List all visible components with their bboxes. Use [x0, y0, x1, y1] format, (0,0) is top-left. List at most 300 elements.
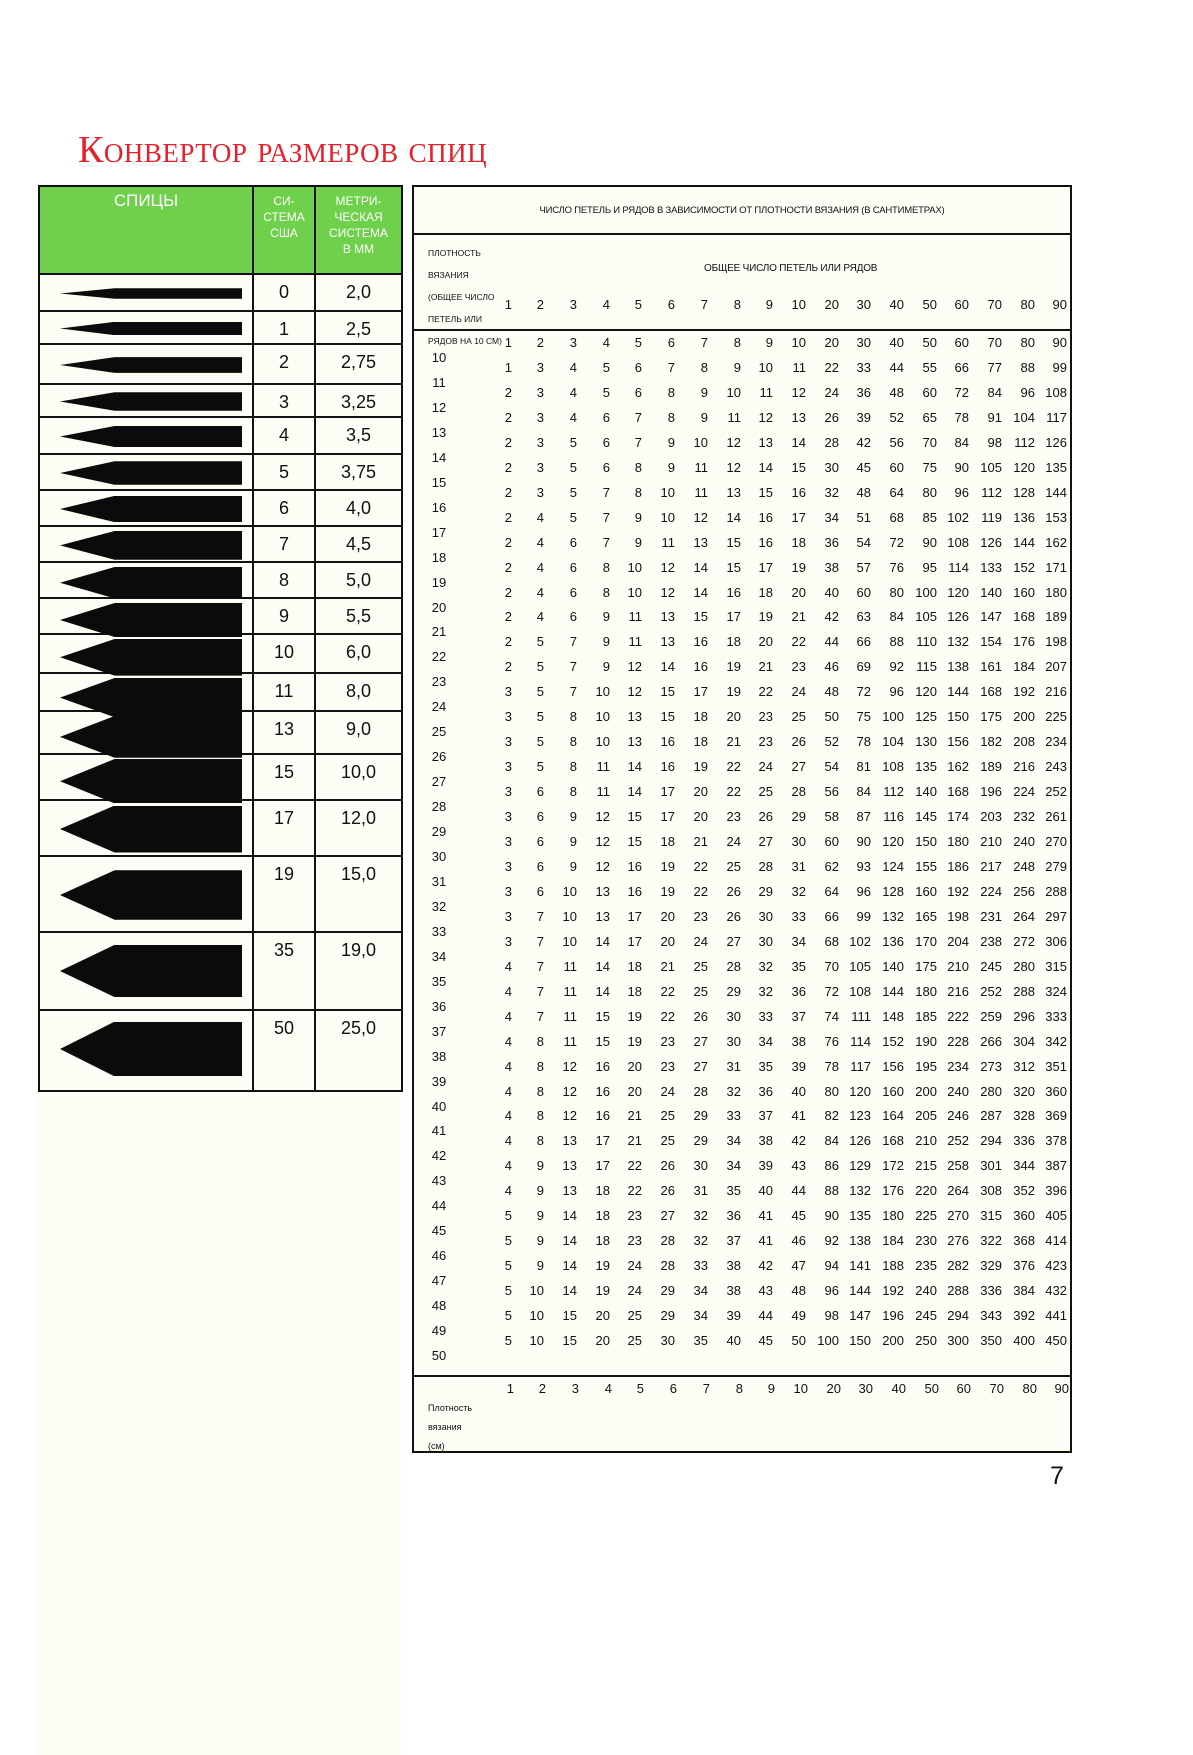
table-cell: 9: [634, 534, 642, 550]
table-cell: 31: [693, 1183, 708, 1199]
table-cell: 18: [726, 634, 741, 650]
table-cell: 138: [849, 1233, 871, 1249]
table-cell: 84: [954, 434, 969, 450]
table-cell: 33: [758, 1008, 773, 1024]
table-cell: 28: [693, 1083, 708, 1099]
footer-column-header: 9: [767, 1381, 775, 1396]
table-cell: 60: [824, 834, 839, 849]
knitting-needle-icon: [60, 716, 242, 758]
table-cell: 282: [947, 1258, 969, 1274]
table-cell: 9: [602, 634, 610, 650]
table-cell: 343: [980, 1308, 1002, 1324]
table-cell: 105: [980, 459, 1002, 475]
table-cell: 2: [504, 484, 512, 500]
metric-size-value: 3,5: [345, 425, 372, 445]
density-header-line: (ОБЩЕЕ ЧИСЛО: [428, 292, 495, 302]
table-cell: 60: [889, 459, 904, 475]
table-cell: 8: [536, 1108, 544, 1124]
table-cell: 22: [627, 1158, 642, 1174]
table-cell: 189: [980, 759, 1002, 775]
table-cell: 123: [849, 1108, 871, 1124]
metric-size-value: 5,0: [345, 570, 372, 590]
table-cell: 2: [504, 559, 512, 575]
table-cell: 33: [693, 1258, 708, 1274]
density-row-label: 36: [431, 998, 447, 1014]
density-row-label: 14: [431, 449, 447, 465]
table-cell: 200: [915, 1083, 937, 1099]
table-cell: 217: [980, 858, 1002, 874]
table-cell: 20: [595, 1308, 610, 1324]
table-cell: 19: [693, 759, 708, 775]
table-cell: 13: [562, 1133, 577, 1149]
table-cell: 154: [980, 634, 1002, 650]
table-cell: 26: [726, 908, 741, 924]
density-row-label: 41: [431, 1123, 447, 1139]
table-cell: 26: [660, 1183, 675, 1199]
table-cell: 126: [1045, 434, 1067, 450]
table-cell: 186: [947, 858, 969, 874]
table-cell: 66: [824, 908, 839, 924]
table-cell: 91: [987, 409, 1002, 425]
needle-image-cell: [39, 856, 253, 932]
table-cell: 88: [889, 634, 904, 650]
table-cell: 43: [791, 1158, 806, 1174]
table-cell: 180: [882, 1208, 904, 1224]
table-cell: 18: [791, 534, 806, 550]
table-cell: 15: [562, 1308, 577, 1324]
table-cell: 150: [849, 1333, 871, 1348]
table-cell: 180: [915, 983, 937, 999]
metric-size-value: 4,5: [345, 534, 372, 554]
table-cell: 140: [915, 784, 937, 800]
table-cell: 3: [504, 858, 512, 874]
total-stitches-header: ОБЩЕЕ ЧИСЛО ПЕТЕЛЬ ИЛИ РЯДОВ: [704, 263, 878, 274]
table-cell: 70: [987, 335, 1002, 350]
table-cell: 44: [758, 1308, 773, 1324]
table-cell: 14: [562, 1233, 577, 1249]
us-size-value: 9: [278, 606, 289, 626]
footer-column-header: 5: [636, 1381, 644, 1396]
needle-image-cell: [39, 344, 253, 384]
stitch-conversion-table: [412, 185, 1072, 1453]
table-cell: 336: [1013, 1133, 1035, 1149]
table-cell: 10: [529, 1283, 544, 1299]
table-cell: 33: [856, 359, 871, 375]
table-cell: 17: [693, 684, 708, 700]
table-cell: 88: [824, 1183, 839, 1199]
table-cell: 22: [758, 684, 773, 700]
table-cell: 256: [1013, 883, 1035, 899]
table-cell: 60: [954, 335, 969, 350]
table-cell: 39: [758, 1158, 773, 1174]
us-size-value: 50: [273, 1018, 295, 1038]
table-cell: 3: [504, 759, 512, 775]
us-size-value: 35: [273, 940, 295, 960]
table-cell: 11: [628, 634, 642, 650]
table-cell: 6: [536, 858, 544, 874]
table-cell: 174: [947, 809, 969, 825]
table-cell: 3: [504, 709, 512, 725]
density-row-label: 11: [432, 374, 446, 390]
table-cell: 11: [694, 484, 708, 500]
table-cell: 17: [660, 809, 675, 825]
table-cell: 41: [791, 1108, 806, 1124]
table-cell: 8: [536, 1058, 544, 1074]
us-size-value: 5: [278, 462, 289, 482]
column-header: 7: [700, 297, 708, 312]
needle-row: [39, 311, 402, 344]
needle-row: [39, 490, 402, 526]
table-cell: 432: [1045, 1283, 1067, 1299]
table-cell: 12: [726, 459, 741, 475]
table-cell: 82: [824, 1108, 839, 1124]
knitting-needle-icon: [60, 945, 242, 997]
knitting-needle-icon: [60, 461, 242, 485]
column-header: 30: [856, 297, 871, 312]
table-cell: 48: [856, 484, 871, 500]
table-cell: 156: [882, 1058, 904, 1074]
footer-column-header: 90: [1054, 1381, 1069, 1396]
density-row-label: 16: [431, 499, 447, 515]
metric-size-cell: [315, 417, 402, 454]
table-cell: 165: [915, 908, 937, 924]
table-cell: 14: [595, 958, 610, 974]
table-cell: 11: [596, 759, 610, 775]
metric-size-value: 2,5: [345, 319, 372, 339]
table-cell: 14: [562, 1283, 577, 1299]
table-cell: 152: [882, 1033, 904, 1049]
table-cell: 112: [1014, 434, 1035, 450]
us-size-cell: [253, 856, 315, 932]
table-cell: 16: [595, 1108, 610, 1124]
metric-size-value: 8,0: [345, 681, 372, 701]
density-header-line: РЯДОВ НА 10 СМ): [428, 336, 502, 346]
table-cell: 259: [980, 1008, 1002, 1024]
table-cell: 20: [726, 709, 741, 725]
table-cell: 17: [726, 609, 741, 625]
column-header: 40: [889, 297, 904, 312]
table-cell: 116: [883, 809, 904, 825]
us-size-value: 15: [273, 762, 295, 782]
column-header: 9: [765, 297, 773, 312]
table-cell: 4: [504, 1158, 512, 1174]
table-cell: 288: [1045, 883, 1067, 899]
metric-size-value: 12,0: [340, 808, 377, 828]
table-cell: 4: [602, 335, 610, 350]
table-cell: 114: [948, 559, 969, 575]
table-cell: 22: [693, 858, 708, 874]
table-cell: 9: [569, 858, 577, 874]
table-cell: 135: [849, 1208, 871, 1224]
table-cell: 287: [980, 1108, 1002, 1124]
footer-column-header: 20: [826, 1381, 841, 1396]
metric-size-value: 3,75: [340, 462, 377, 482]
table-cell: 90: [856, 834, 871, 849]
table-cell: 18: [627, 983, 642, 999]
table-cell: 36: [726, 1208, 741, 1224]
table-cell: 92: [824, 1233, 839, 1249]
column-header: 80: [1020, 297, 1035, 312]
table-cell: 18: [595, 1208, 610, 1224]
table-cell: 328: [1013, 1108, 1035, 1124]
table-cell: 144: [849, 1283, 871, 1299]
table-cell: 80: [824, 1083, 839, 1099]
table-cell: 175: [980, 709, 1002, 725]
page-title: Конвертор размеров спиц: [78, 129, 488, 171]
table-cell: 147: [849, 1308, 871, 1324]
table-cell: 392: [1013, 1308, 1035, 1324]
table-cell: 108: [849, 983, 871, 999]
table-cell: 108: [947, 534, 969, 550]
table-cell: 8: [602, 559, 610, 575]
table-cell: 7: [536, 958, 544, 974]
table-cell: 10: [693, 434, 708, 450]
table-cell: 14: [758, 459, 773, 475]
table-cell: 12: [627, 659, 642, 675]
knitting-needle-icon: [60, 426, 242, 447]
table-cell: 120: [1013, 459, 1035, 475]
footer-column-header: 30: [858, 1381, 873, 1396]
table-cell: 15: [562, 1333, 577, 1348]
table-cell: 54: [824, 759, 839, 775]
table-cell: 7: [569, 684, 577, 700]
table-cell: 24: [660, 1083, 675, 1099]
table-cell: 176: [1013, 634, 1035, 650]
density-row-label: 28: [431, 799, 447, 815]
table-cell: 46: [791, 1233, 806, 1249]
table-cell: 171: [1045, 559, 1067, 575]
density-row-label: 44: [431, 1198, 447, 1214]
table-cell: 240: [947, 1083, 969, 1099]
table-cell: 2: [504, 434, 512, 450]
table-cell: 2: [504, 459, 512, 475]
table-cell: 168: [882, 1133, 904, 1149]
table-cell: 10: [660, 509, 675, 525]
table-cell: 21: [627, 1108, 642, 1124]
table-cell: 96: [1020, 384, 1035, 400]
table-cell: 20: [791, 584, 806, 600]
table-cell: 306: [1045, 933, 1067, 949]
table-cell: 4: [536, 609, 544, 625]
footer-density-label: [428, 1399, 508, 1456]
table-cell: 4: [504, 1083, 512, 1099]
table-cell: 5: [536, 734, 544, 750]
footer-label-line: Плотность: [428, 1403, 473, 1413]
knitting-needle-icon: [60, 1022, 242, 1077]
table-cell: 19: [595, 1283, 610, 1299]
table-cell: 49: [791, 1308, 806, 1324]
table-cell: 7: [536, 983, 544, 999]
table-cell: 27: [693, 1058, 708, 1074]
table-cell: 196: [980, 784, 1002, 800]
table-cell: 25: [758, 784, 773, 800]
metric-size-cell: [315, 1010, 402, 1091]
table-cell: 14: [595, 983, 610, 999]
table-cell: 13: [660, 634, 675, 650]
table-cell: 26: [726, 883, 741, 899]
table-cell: 16: [693, 634, 708, 650]
metric-size-cell: [315, 598, 402, 634]
table-cell: 99: [1052, 359, 1067, 375]
table-cell: 4: [504, 958, 512, 974]
us-size-value: 1: [278, 319, 289, 339]
table-cell: 238: [980, 933, 1002, 949]
table-cell: 288: [1013, 983, 1035, 999]
metric-size-cell: [315, 711, 402, 754]
table-cell: 23: [726, 809, 741, 825]
table-cell: 37: [758, 1108, 773, 1124]
table-cell: 36: [824, 534, 839, 550]
table-cell: 6: [569, 559, 577, 575]
table-cell: 64: [889, 484, 904, 500]
density-row-label: 19: [431, 574, 447, 590]
table-cell: 34: [758, 1033, 773, 1049]
table-cell: 15: [726, 559, 741, 575]
us-size-cell: [253, 754, 315, 800]
table-cell: 26: [824, 409, 839, 425]
table-cell: 156: [947, 734, 969, 750]
table-cell: 32: [758, 983, 773, 999]
table-cell: 17: [627, 908, 642, 924]
needle-row: [39, 711, 402, 754]
table-cell: 6: [569, 534, 577, 550]
table-cell: 22: [627, 1183, 642, 1199]
table-cell: 192: [882, 1283, 904, 1299]
table-cell: 368: [1013, 1233, 1035, 1249]
table-cell: 32: [758, 958, 773, 974]
table-cell: 14: [693, 559, 708, 575]
table-cell: 315: [980, 1208, 1002, 1224]
table-cell: 45: [856, 459, 871, 475]
us-size-cell: [253, 1010, 315, 1091]
table-cell: 144: [1045, 484, 1067, 500]
table-cell: 6: [569, 609, 577, 625]
density-row-label: 20: [431, 599, 447, 615]
table-cell: 15: [627, 809, 642, 825]
table-cell: 138: [947, 659, 969, 675]
density-row-label: 35: [431, 973, 447, 989]
needle-row: [39, 454, 402, 490]
table-cell: 15: [627, 834, 642, 849]
table-cell: 27: [660, 1208, 675, 1224]
table-cell: 312: [1013, 1058, 1035, 1074]
table-cell: 16: [595, 1083, 610, 1099]
table-cell: 28: [660, 1233, 675, 1249]
density-row-label: 40: [431, 1098, 447, 1114]
table-cell: 10: [758, 359, 773, 375]
column-header: 1: [504, 297, 512, 312]
table-cell: 12: [562, 1108, 577, 1124]
table-cell: 35: [791, 958, 806, 974]
table-cell: 264: [1013, 908, 1035, 924]
table-cell: 21: [726, 734, 741, 750]
density-row-label: 26: [431, 749, 447, 765]
density-row-label: 10: [431, 350, 447, 365]
table-cell: 216: [1013, 759, 1035, 775]
table-cell: 31: [791, 858, 806, 874]
table-cell: 43: [758, 1283, 773, 1299]
metric-size-value: 3,25: [340, 392, 377, 412]
table-cell: 21: [693, 834, 708, 849]
table-cell: 20: [693, 809, 708, 825]
table-cell: 168: [980, 684, 1002, 700]
table-cell: 23: [758, 734, 773, 750]
table-cell: 126: [947, 609, 969, 625]
table-cell: 351: [1045, 1058, 1067, 1074]
table-cell: 17: [791, 509, 806, 525]
table-cell: 42: [824, 609, 839, 625]
needle-image-cell: [39, 454, 253, 490]
table-cell: 184: [1013, 659, 1035, 675]
table-cell: 98: [824, 1308, 839, 1324]
table-cell: 5: [504, 1308, 512, 1324]
table-cell: 18: [758, 584, 773, 600]
table-cell: 15: [693, 609, 708, 625]
knitting-needle-icon: [60, 496, 242, 522]
table-cell: 13: [791, 409, 806, 425]
table-cell: 62: [824, 858, 839, 874]
table-cell: 20: [627, 1083, 642, 1099]
density-row-label: 25: [431, 724, 447, 740]
table-cell: 3: [536, 359, 544, 375]
needle-row: [39, 344, 402, 384]
table-cell: 4: [504, 1108, 512, 1124]
table-cell: 5: [504, 1258, 512, 1274]
table-cell: 252: [980, 983, 1002, 999]
table-cell: 301: [980, 1158, 1002, 1174]
table-cell: 396: [1045, 1183, 1067, 1199]
table-cell: 216: [947, 983, 969, 999]
table-cell: 294: [980, 1133, 1002, 1149]
table-cell: 148: [882, 1008, 904, 1024]
table-cell: 33: [726, 1108, 741, 1124]
needle-image-cell: [39, 598, 253, 634]
table-cell: 11: [563, 983, 577, 999]
table-cell: 38: [758, 1133, 773, 1149]
table-cell: 14: [627, 784, 642, 800]
table-cell: 4: [504, 1058, 512, 1074]
table-cell: 9: [700, 384, 708, 400]
table-cell: 6: [634, 359, 642, 375]
needle-row: [39, 754, 402, 800]
metric-size-value: 4,0: [345, 498, 372, 518]
footer-column-header: 1: [506, 1381, 514, 1396]
divider: [414, 329, 1070, 331]
table-cell: 108: [1045, 384, 1067, 400]
metric-size-cell: [315, 754, 402, 800]
us-size-value: 8: [278, 570, 289, 590]
table-cell: 72: [824, 983, 839, 999]
table-cell: 19: [627, 1008, 642, 1024]
table-cell: 29: [791, 809, 806, 825]
table-cell: 16: [660, 759, 675, 775]
table-cell: 80: [889, 584, 904, 600]
table-cell: 9: [536, 1183, 544, 1199]
table-cell: 6: [667, 335, 675, 350]
table-cell: 200: [882, 1333, 904, 1348]
table-cell: 56: [824, 784, 839, 800]
table-cell: 9: [536, 1258, 544, 1274]
knitting-needle-icon: [60, 392, 242, 410]
table-cell: 6: [602, 434, 610, 450]
table-cell: 180: [1045, 584, 1067, 600]
table-cell: 13: [562, 1183, 577, 1199]
table-cell: 19: [791, 559, 806, 575]
table-cell: 5: [536, 659, 544, 675]
table-cell: 22: [791, 634, 806, 650]
table-cell: 5: [504, 1283, 512, 1299]
metric-size-value: 2,75: [340, 352, 377, 372]
